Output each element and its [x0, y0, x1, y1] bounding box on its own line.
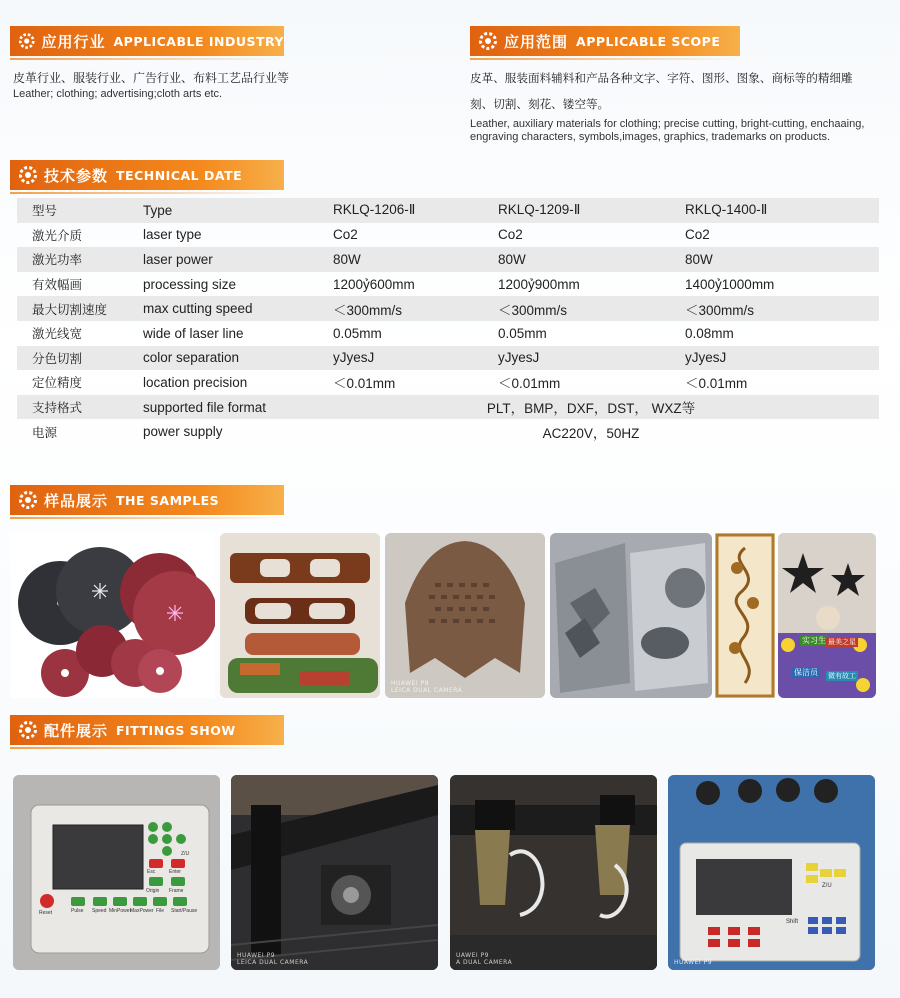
camera-watermark: HUAWEI P9: [674, 959, 713, 966]
scope-text-en-2: engraving characters, symbols,images, graphics, trademarks on products.: [470, 131, 831, 143]
gear-icon: [478, 31, 498, 51]
panel-button-label: File: [156, 908, 165, 914]
scope-description: [470, 66, 890, 144]
control-panel-illustration: [13, 775, 220, 970]
table-cell-value-model-1: ＜0.01mm: [333, 376, 396, 392]
table-cell-label-en: max cutting speed: [143, 296, 333, 321]
badge-label: 最美之星: [828, 638, 856, 646]
section-title-en: THE SAMPLES: [116, 492, 220, 508]
section-title-en: TECHNICAL DATE: [116, 167, 243, 183]
laser-heads-illustration: [450, 775, 657, 970]
sample-photo-sanding-discs: [10, 533, 215, 698]
scope-text-cn-1: 皮革、服装面料辅料和产品各种文字、字符、图形、图象、商标等的精细雕: [470, 71, 853, 85]
table-row: [17, 321, 879, 346]
fitting-photo-control-panel: [13, 775, 220, 970]
table-cell-value-model-2: 80W: [498, 247, 685, 272]
section-title-cn: 应用行业: [41, 32, 106, 51]
table-cell-label-cn: 分色切割: [17, 346, 143, 371]
table-cell-value-model-1: ＜300mm/s: [333, 296, 498, 321]
scope-text-cn-2: 刻、切割、刻花、镂空等。: [470, 97, 610, 111]
table-cell-value-merged: AC220V，50HZ: [542, 425, 640, 441]
industry-text-cn: 皮革行业、服装行业、广告行业、布料工艺品行业等: [13, 71, 290, 85]
laser-rail-illustration: [231, 775, 438, 970]
table-row: [17, 272, 879, 297]
panel-key-label: Esc: [147, 869, 156, 875]
section-title-en: APPLICABLE SCOPE: [576, 33, 721, 49]
controller-illustration: [668, 775, 875, 970]
industry-text-en: Leather; clothing; advertising;cloth arts etc.: [13, 88, 223, 100]
table-cell-value-model-2: уJyesJ: [498, 346, 685, 371]
scope-text-en-1: Leather, auxiliary materials for clothing; precise cutting, bright-cutting, enchaaing,: [470, 118, 865, 130]
section-title-cn: 配件展示: [44, 721, 109, 740]
table-cell-value-model-3: RKLQ-1400-Ⅱ: [685, 198, 879, 223]
table-cell-value-model-2: ＜0.01mm: [498, 376, 561, 392]
camera-watermark: UAWEI P9 A DUAL CAMERA: [456, 952, 513, 966]
table-row: [17, 346, 879, 371]
table-cell-value-model-2: Co2: [498, 227, 523, 243]
table-cell-value-model-2: 0.05mm: [498, 325, 547, 341]
section-banner-scope: [470, 26, 740, 56]
table-cell-label-cn: 激光线宽: [32, 326, 83, 342]
panel-button-label: Start/Pause: [171, 908, 198, 914]
table-cell-label-en: laser power: [143, 247, 333, 272]
table-cell-value-model-1: 0.05mm: [333, 325, 382, 341]
table-row: [17, 198, 879, 223]
table-cell-label-cn: 型号: [17, 198, 143, 223]
panel-key-label: Origin: [146, 888, 160, 894]
table-cell-value-model-3: 80W: [685, 247, 879, 272]
panel-key-label: Frame: [169, 888, 184, 894]
section-title-cn: 应用范围: [504, 32, 569, 51]
gear-icon: [18, 165, 38, 185]
controller-key-label: Shift: [786, 919, 799, 925]
sample-photo-stars-badges: [778, 533, 876, 698]
table-cell-value-model-3: 1400ỷ1000mm: [685, 276, 775, 292]
section-banner-industry: [10, 26, 284, 56]
table-cell-label-en: supported file format: [143, 395, 333, 420]
table-cell-label-cn: 电源: [32, 424, 58, 440]
panel-button-label: Reset: [39, 910, 53, 916]
table-row: [17, 223, 879, 248]
gear-icon: [18, 490, 38, 510]
camera-watermark: HUAWEI P9 LEICA DUAL CAMERA: [237, 952, 309, 966]
fitting-photo-controller: [668, 775, 875, 970]
fitting-photo-laser-rail: [231, 775, 438, 970]
table-cell-value-model-2: ＜300mm/s: [498, 296, 685, 321]
section-banner-samples: [10, 485, 284, 515]
section-title-en: FITTINGS SHOW: [116, 722, 236, 738]
industry-description: [13, 66, 453, 101]
fitting-photo-laser-heads: [450, 775, 657, 970]
table-cell-label-en: processing size: [143, 276, 237, 292]
panel-button-label: Pulse: [71, 908, 84, 914]
gear-icon: [18, 720, 38, 740]
sample-photo-wood-carving: [715, 533, 775, 698]
table-cell-label-cn: 定位精度: [32, 375, 83, 391]
foam-shapes-illustration: [550, 533, 712, 698]
controller-key-label: Z/U: [822, 883, 832, 889]
table-cell-value-merged: PLT，BMP，DXF，DST， WXZ等: [333, 395, 879, 420]
table-cell-value-model-3: уJyesJ: [685, 346, 879, 371]
sample-photo-leather-glasses: [220, 533, 380, 698]
leather-glasses-illustration: [220, 533, 380, 698]
panel-button-label: MinPower: [109, 908, 132, 914]
badge-label: 保洁员: [794, 668, 818, 677]
table-cell-value-model-1: уJyesJ: [333, 346, 498, 371]
table-row: [17, 296, 879, 321]
table-row: [17, 247, 879, 272]
table-cell-label-en: Type: [143, 198, 333, 223]
table-row: [17, 419, 879, 444]
table-cell-value-model-1: 1200ỷ600mm: [333, 276, 415, 292]
table-cell-value-model-2: 1200ỷ900mm: [498, 276, 580, 292]
section-banner-technical: [10, 160, 284, 190]
table-cell-label-en: color separation: [143, 346, 333, 371]
table-row: [17, 395, 879, 420]
section-title-cn: 样品展示: [44, 491, 109, 510]
section-banner-fittings: [10, 715, 284, 745]
panel-button-label: Speed: [92, 908, 107, 914]
table-cell-label-en: location precision: [143, 374, 248, 390]
table-cell-value-model-1: RKLQ-1206-Ⅱ: [333, 198, 498, 223]
wood-carving-illustration: [715, 533, 775, 698]
table-cell-value-model-2: RKLQ-1209-Ⅱ: [498, 198, 685, 223]
panel-key-label: Z/U: [181, 851, 190, 857]
table-cell-label-cn: 有效幅画: [32, 277, 83, 293]
felt-cutout-illustration: [385, 533, 545, 698]
table-cell-value-model-3: 0.08mm: [685, 325, 734, 341]
panel-key-label: Enter: [169, 869, 181, 875]
table-cell-label-en: laser type: [143, 227, 202, 243]
badge-label: 实习生: [802, 636, 826, 645]
badge-label: 微有故工: [828, 672, 856, 680]
sample-photo-felt-cutout: [385, 533, 545, 698]
technical-data-table: [17, 198, 879, 444]
table-cell-label-cn: 最大切割速度: [17, 296, 143, 321]
table-cell-label-en: wide of laser line: [143, 325, 244, 341]
camera-watermark: HUAWEI P9 LEICA DUAL CAMERA: [391, 680, 463, 694]
table-cell-value-model-1: 80W: [333, 247, 498, 272]
sanding-discs-illustration: [10, 533, 215, 698]
section-title-cn: 技术参数: [44, 166, 109, 185]
panel-button-label: MaxPower: [130, 908, 154, 914]
table-cell-value-model-3: ＜0.01mm: [685, 376, 748, 392]
table-cell-value-model-3: Co2: [685, 227, 710, 243]
table-cell-value-model-1: Co2: [333, 227, 358, 243]
table-cell-label-cn: 支持格式: [17, 395, 143, 420]
table-cell-value-model-3: ＜300mm/s: [685, 296, 879, 321]
sample-photo-foam-shapes: [550, 533, 712, 698]
table-cell-label-cn: 激光功率: [17, 247, 143, 272]
table-cell-label-en: power supply: [143, 424, 223, 440]
section-title-en: APPLICABLE INDUSTRY: [113, 33, 284, 49]
table-cell-label-cn: 激光介质: [32, 227, 83, 243]
table-row: [17, 370, 879, 395]
gear-icon: [18, 31, 35, 51]
